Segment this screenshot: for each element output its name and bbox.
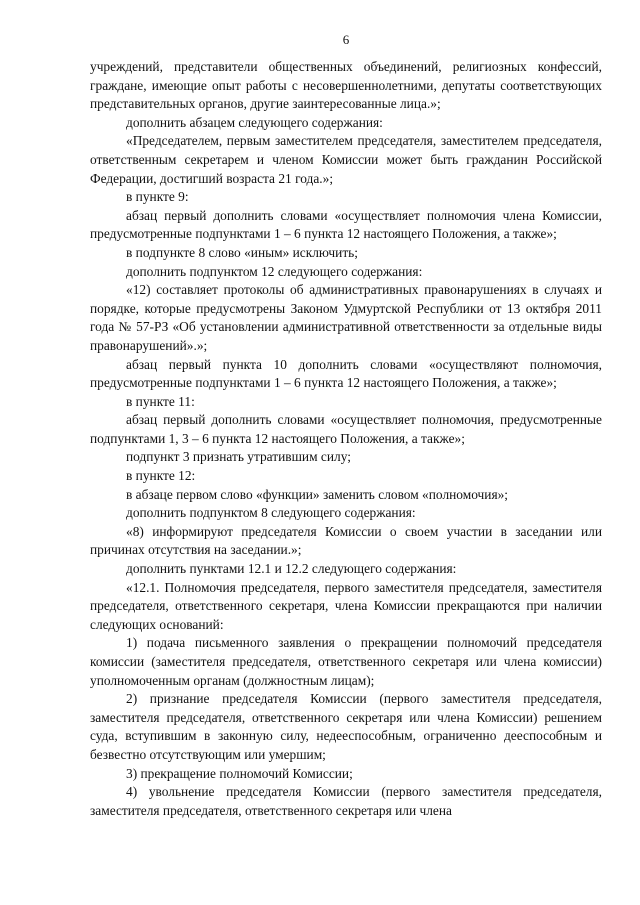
- paragraph: дополнить подпунктом 12 следующего содержания:: [126, 263, 423, 279]
- paragraph: «Председателем, первым заместителем председателя, заместителем председателя, ответственным секретарем и членом Комиссии может быть гражданин Российской Федерации, достигший возраста 21 года.»;: [90, 133, 602, 186]
- paragraph: дополнить подпунктом 8 следующего содержания:: [126, 505, 416, 521]
- document-body: [90, 58, 602, 820]
- paragraph: в подпункте 8 слово «иным» исключить;: [126, 244, 359, 260]
- paragraph: дополнить пунктами 12.1 и 12.2 следующего содержания:: [126, 561, 457, 577]
- paragraph: в пункте 9:: [126, 189, 189, 205]
- paragraph: 4) увольнение председателя Комиссии (первого заместителя председателя, заместителя председателя, ответственного секретаря или члена: [90, 784, 602, 818]
- paragraph: в абзаце первом слово «функции» заменить словом «полномочия»;: [126, 486, 509, 502]
- paragraph: 1) подача письменного заявления о прекращении полномочий председателя комиссии (заместителя председателя, ответственного секретаря или члена комиссии) уполномоченным органам (должностным лицам);: [90, 635, 602, 688]
- paragraph: дополнить абзацем следующего содержания:: [126, 114, 383, 130]
- paragraph: «12) составляет протоколы об административных правонарушениях в случаях и порядке, которые предусмотрены Законом Удмуртской Республики от 13 октября 2011 года № 57-РЗ «Об установлении административной ответственности за отдельные виды правонарушений».»;: [90, 282, 602, 353]
- paragraph: «8) информируют председателя Комиссии о своем участии в заседании или причинах отсутствия на заседании.»;: [90, 523, 602, 558]
- paragraph: 3) прекращение полномочий Комиссии;: [126, 765, 353, 781]
- paragraph: абзац первый дополнить словами «осуществляет полномочия, предусмотренные подпунктами 1, 3 – 6 пункта 12 настоящего Положения, а также»;: [90, 412, 602, 446]
- paragraph: абзац первый пункта 10 дополнить словами «осуществляют полномочия, предусмотренные подпунктами 1 – 6 пункта 12 настоящего Положения, а также»;: [90, 356, 602, 391]
- paragraph: подпункт 3 признать утратившим силу;: [126, 449, 351, 465]
- paragraph: в пункте 12:: [126, 468, 196, 484]
- paragraph: 2) признание председателя Комиссии (первого заместителя председателя, заместителя председателя, ответственного секретаря или члена Комиссии) решением суда, вступившим в законную силу, недееспособным, ограниченно дееспособным и безвестно отсутствующим или умершим;: [90, 691, 602, 762]
- paragraph: абзац первый дополнить словами «осуществляет полномочия члена Комиссии, предусмотренные подпунктами 1 – 6 пункта 12 настоящего Положения, а также»;: [90, 207, 602, 242]
- page-number: 6: [342, 32, 350, 47]
- paragraph: «12.1. Полномочия председателя, первого заместителя председателя, заместителя председателя, ответственного секретаря, члена Комиссии прекращаются при наличии следующих оснований:: [90, 579, 602, 632]
- paragraph: в пункте 11:: [126, 393, 195, 409]
- paragraph: учреждений, представители общественных объединений, религиозных конфессий, граждане, имеющие опыт работы с несовершеннолетними, депутаты соответствующих представительных органов, другие заинтересованные лица.»;: [90, 59, 602, 112]
